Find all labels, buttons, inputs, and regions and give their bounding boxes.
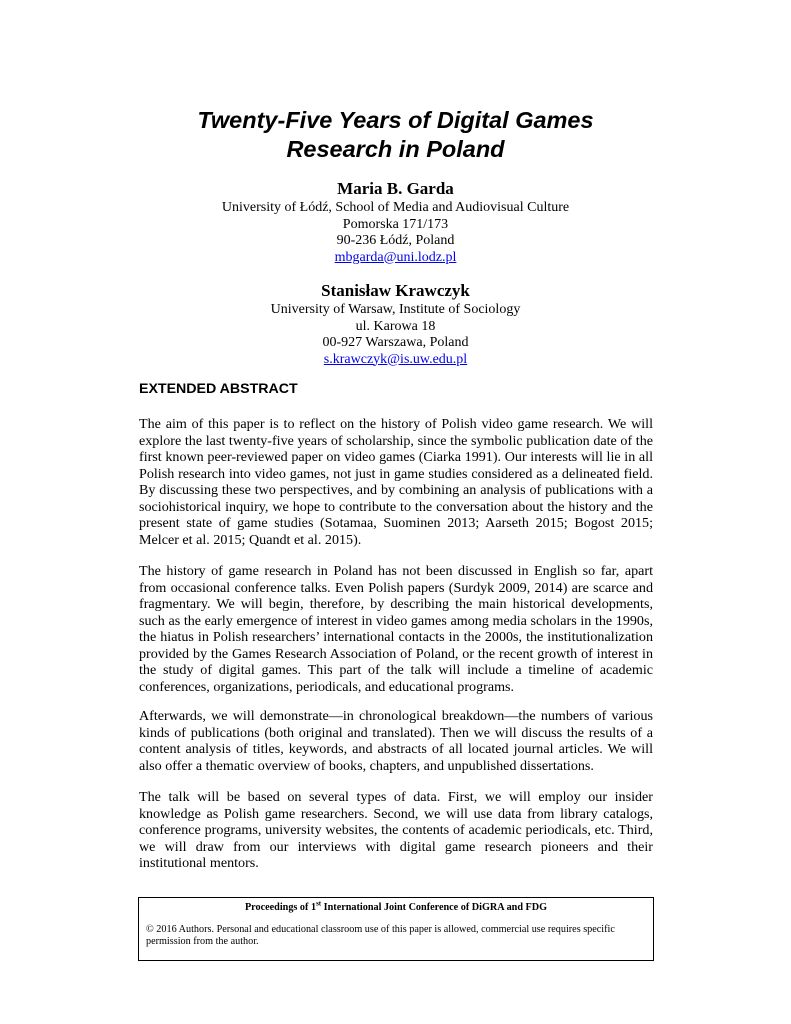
abstract-paragraph: Afterwards, we will demonstrate—in chronological breakdown—the numbers of various kinds of publications (both original and translated). Then we will discuss the results of a content analysis of titles, keywords, and abstracts of all located journal articles. We will also offer a thematic overview of books, chapters, and unpublished dissertations. <box>139 708 653 774</box>
section-heading: EXTENDED ABSTRACT <box>139 381 298 397</box>
author-address-line: 00-927 Warszawa, Poland <box>322 335 469 350</box>
copyright-notice: © 2016 Authors. Personal and educational classroom use of this paper is allowed, commercial use requires specific permission from the author. <box>146 923 615 947</box>
author-block-2 <box>0 281 791 368</box>
title-line-2: Research in Poland <box>286 136 505 162</box>
author-address-line: 90-236 Łódź, Poland <box>336 233 455 248</box>
author-affiliation: University of Łódź, School of Media and Audiovisual Culture <box>221 200 570 215</box>
abstract-paragraph: The history of game research in Poland has not been discussed in English so far, apart from occasional conference talks. Even Polish papers (Surdyk 2009, 2014) are scarce and fragmentary. We will begin, therefore, by describing the main historical developments, such as the early emergence of interest in video games among media scholars in the 1990s, the hiatus in Polish researchers’ international contacts in the 2000s, the institutionalization provided by the Games Research Association of Poland, or the recent growth of interest in the study of digital games. This part of the talk will include a timeline of academic conferences, organizations, periodicals, and educational programs. <box>139 563 653 695</box>
author-address-line: Pomorska 171/173 <box>342 216 449 232</box>
author-address-line: ul. Karowa 18 <box>355 318 436 334</box>
title-line-1: Twenty-Five Years of Digital Games <box>197 107 594 133</box>
author-block-1 <box>0 179 791 266</box>
author-email-link[interactable]: s.krawczyk@is.uw.edu.pl <box>323 351 468 367</box>
author-email-link[interactable]: mbgarda@uni.lodz.pl <box>334 249 457 265</box>
paper-title <box>0 106 791 164</box>
proceedings-title: Proceedings of 1st International Joint Conference of DiGRA and FDG <box>244 899 548 913</box>
abstract-paragraph: The aim of this paper is to reflect on the history of Polish video game research. We will explore the last twenty-five years of scholarship, since the symbolic publication date of the first known peer-reviewed paper on video games (Ciarka 1991). Our interests will lie in all Polish research into video games, not just in game studies considered as a delineated field. By discussing these two perspectives, and by combining an analysis of publications with a sociohistorical inquiry, we hope to contribute to the conversation about the history and the present state of game studies (Sotamaa, Suominen 2013; Aarseth 2015; Bogost 2015; Melcer et al. 2015; Quandt et al. 2015). <box>139 416 653 548</box>
author-name: Maria B. Garda <box>337 179 454 198</box>
author-name: Stanisław Krawczyk <box>321 281 470 300</box>
author-affiliation: University of Warsaw, Institute of Sociology <box>270 302 521 317</box>
abstract-paragraph: The talk will be based on several types of data. First, we will employ our insider knowledge as Polish game researchers. Second, we will use data from library catalogs, conference programs, university websites, the contents of academic periodicals, etc. Third, we will draw from our interviews with digital game research pioneers and their institutional mentors. <box>139 789 653 871</box>
proceedings-footer-box <box>138 897 654 961</box>
